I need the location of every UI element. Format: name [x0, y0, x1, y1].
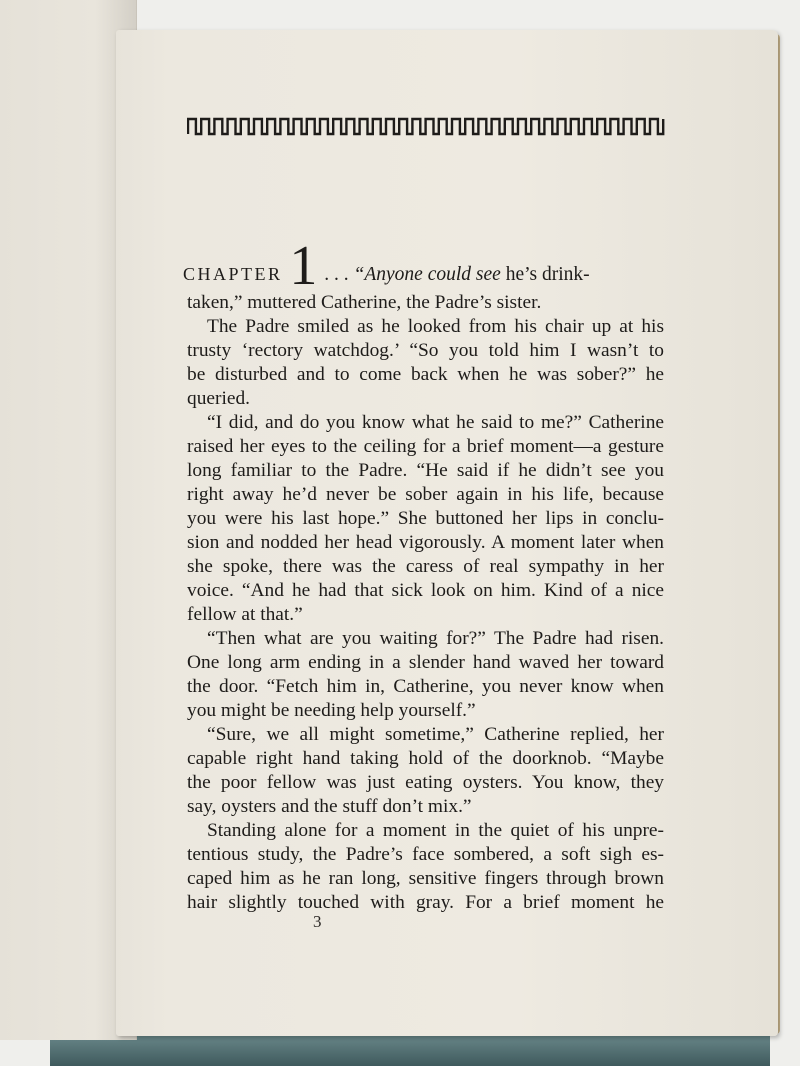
text-line: tentious study, the Padre’s face sombered, a soft sigh es-: [187, 844, 664, 865]
chapter-number: 1: [289, 235, 318, 297]
text-line: fellow at that.”: [187, 604, 303, 625]
chapter-heading: [183, 235, 683, 297]
text-line: you might be needing help yourself.”: [187, 700, 476, 721]
text-line: you were his last hope.” She buttoned her lips in conclu-: [187, 508, 664, 529]
opening-italic: “Anyone could see: [353, 264, 501, 285]
text-line: caped him as he ran long, sensitive fingers through brown: [187, 868, 664, 889]
text-line: sion and nodded her head vigorously. A moment later when: [187, 532, 664, 553]
page-number: 3: [313, 912, 322, 931]
text-line: “Then what are you waiting for?” The Padre had risen.: [207, 628, 664, 649]
text-line: the poor fellow was just eating oysters. You know, they: [187, 772, 664, 793]
text-line: hair slightly touched with gray. For a brief moment he: [187, 892, 664, 913]
text-line: queried.: [187, 388, 250, 409]
text-line: voice. “And he had that sick look on him. Kind of a nice: [187, 580, 664, 601]
text-line: “I did, and do you know what he said to me?” Catherine: [207, 412, 664, 433]
chapter-label: CHAPTER: [183, 264, 283, 284]
text-line: taken,” muttered Catherine, the Padre’s sister.: [187, 292, 542, 313]
text-line: One long arm ending in a slender hand waved her toward: [187, 652, 664, 673]
text-line: be disturbed and to come back when he was sober?” he: [187, 364, 664, 385]
book-cover-edge: [50, 1032, 770, 1066]
text-line: she spoke, there was the caress of real sympathy in her: [187, 556, 664, 577]
opening-rest: he’s drink-: [500, 264, 590, 285]
text-line: the door. “Fetch him in, Catherine, you never know when: [187, 676, 664, 697]
text-line: right away he’d never be sober again in his life, because: [187, 484, 664, 505]
text-line: raised her eyes to the ceiling for a brief moment—a gesture: [187, 436, 664, 457]
text-line: Standing alone for a moment in the quiet of his unpre-: [207, 820, 664, 841]
text-line: “Sure, we all might sometime,” Catherine replied, her: [207, 724, 664, 745]
greek-key-ornament: [187, 116, 665, 136]
chapter-dots: . . .: [324, 264, 349, 285]
text-line: The Padre smiled as he looked from his chair up at his: [207, 316, 664, 337]
text-line: say, oysters and the stuff don’t mix.”: [187, 796, 472, 817]
text-line: capable right hand taking hold of the doorknob. “Maybe: [187, 748, 664, 769]
text-line: trusty ‘rectory watchdog.’ “So you told him I wasn’t to: [187, 340, 664, 361]
text-line: long familiar to the Padre. “He said if he didn’t see you: [187, 460, 664, 481]
